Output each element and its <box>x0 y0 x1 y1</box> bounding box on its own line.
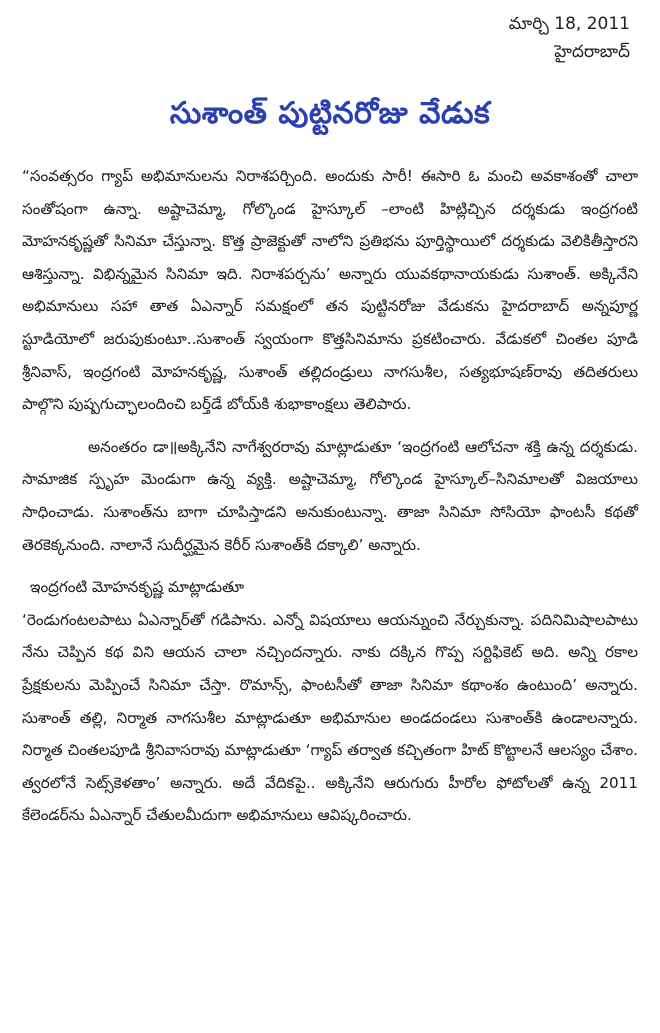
paragraph-anr-quote: అనంతరం డా॥అక్కినేని నాగేశ్వరరావు మాట్లాడుతూ ‘ఇంద్రగంటి ఆలోచనా శక్తి ఉన్న దర్శకుడు. సామాజిక స్పృహ మెండుగా ఉన్న వ్యక్తి. అష్టాచెమ్మా, గోల్కొండ హైస్కూల్–సినిమాలతో విజయాలు సాధించాడు. సుశాంత్‌ను బాగా చూపిస్తాడని అనుకుంటున్నా. తాజా సినిమా సోసియో ఫాంటసీ కథతో తెరకెక్కనుంది. నాలానే సుదీర్ఘమైన కెరీర్ సుశాంత్‌కి దక్కాలి’ అన్నారు. <box>22 437 638 554</box>
paragraph-director-quote: ‘రెండుగంటలపాటు ఏఎన్నార్‌తో గడిపాను. ఎన్నో విషయాలు ఆయన్నుంచి నేర్చుకున్నా. పదినిమిషాలపాటు నేను చెప్పిన కథ విని ఆయన చాలా నచ్చిందన్నారు. నాకు దక్కిన గొప్ప సర్టిఫికెట్ అది. అన్ని రకాల ప్రేక్షకులను మెప్పించే సినిమా చేస్తా. రొమాన్స్, ఫాంటసీతో తాజా సినిమా కథాంశం ఉంటుంది’ అన్నారు. సుశాంత్ తల్లి, నిర్మాత నాగసుశీల మాట్లాడుతూ అభిమానుల అండదండలు సుశాంత్‌కి ఉండాలన్నారు. నిర్మాత చింతలపూడి శ్రీనివాసరావు మాట్లాడుతూ ‘గ్యాప్ తర్వాత కచ్చితంగా హిట్ కొట్టాలనే ఆలస్యం చేశాం. త్వరలోనే సెట్స్‌కెళతాం’ అన్నారు. అదే వేదికపై.. అక్కినేని ఆరుగురు హీరోల ఫోటోలతో ఉన్న 2011 కేలెండర్‌ను ఏఎన్నార్ చేతులమీదుగా అభిమానులు ఆవిష్కరించారు. <box>22 610 638 825</box>
paragraph-intro: “సంవత్సరం గ్యాప్ అభిమానులను నిరాశపర్చింది. అందుకు సారీ! ఈసారి ఓ మంచి అవకాశంతో చాలా సంతోషంగా ఉన్నా. అష్టాచెమ్మా, గోల్కొండ హైస్కూల్ –లాంటి హిట్లిచ్చిన దర్శకుడు ఇంద్రగంటి మోహనకృష్ణతో సినిమా చేస్తున్నా. కొత్త ప్రాజెక్టుతో నాలోని ప్రతిభను పూర్తిస్థాయిలో దర్శకుడు వెలికితీస్తారని ఆశిస్తున్నా. విభిన్నమైన సినిమా ఇది. నిరాశపర్చను’ అన్నారు యువకథానాయకుడు సుశాంత్. అక్కినేని అభిమానులు సహా తాత ఏఎన్నార్ సమక్షంలో తన పుట్టినరోజు వేడుకను హైదరాబాద్ అన్నపూర్ణ స్టూడియోలో జరుపుకుంటూ..సుశాంత్ స్వయంగా కొత్తసినిమాను ప్రకటించారు. వేడుకలో చింతల పూడి శ్రీనివాస్, ఇంద్రగంటి మోహనకృష్ణ, సుశాంత్ తల్లిదండ్రులు నాగసుశీల, సత్యభూషణ్‌రావు తదితరులు పాల్గొని పుష్పగుచ్ఛాలందించి బర్త్‌డే బోయ్‌కి శుభాకాంక్షలు తెలిపారు. <box>22 167 638 414</box>
article-date: మార్చి 18, 2011 <box>508 14 630 34</box>
paragraph-director-lead: ఇంద్రగంటి మోహనకృష్ణ మాట్లాడుతూ <box>30 578 245 597</box>
article-title: సుశాంత్ పుట్టినరోజు వేడుక <box>169 96 491 131</box>
article-body <box>22 160 638 832</box>
article-place: హైదరాబాద్ <box>554 42 630 62</box>
dateline <box>509 10 630 66</box>
